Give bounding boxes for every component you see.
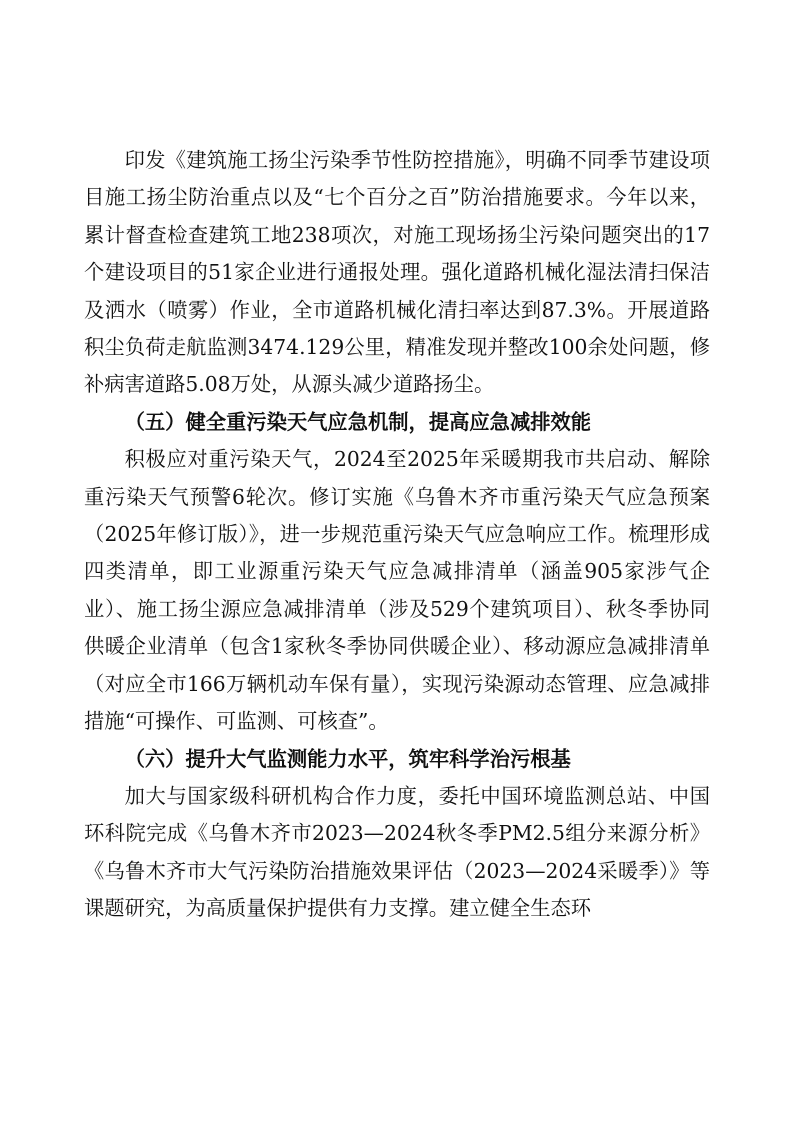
paragraph-monitoring: 加大与国家级科研机构合作力度，委托中国环境监测总站、中国环科院完成《乌鲁木齐市2023—2024秋冬季PM2.5组分来源分析》《乌鲁木齐市大气污染防治措施效果评估（2023—2024采暖季）》等课题研究，为高质量保护提供有力支撑。建立健全生态环 <box>84 783 710 921</box>
paragraph-emergency-response: 积极应对重污染天气，2024至2025年采暖期我市共启动、解除重污染天气预警6轮次。修订实施《乌鲁木齐市重污染天气应急预案（2025年修订版）》，进一步规范重污染天气应急响应工作。梳理形成四类清单，即工业源重污染天气应急减排清单（涵盖905家涉气企业）、施工扬尘源应急减排清单（涉及529个建筑项目）、秋冬季协同供暖企业清单（包含1家秋冬季协同供暖企业）、移动源应急减排清单（对应全市166万辆机动车保有量），实现污染源动态管理、应急减排措施“可操作、可监测、可核查”。 <box>84 447 710 734</box>
document-body <box>84 142 710 928</box>
section-heading-6: （六）提升大气监测能力水平，筑牢科学治污根基 <box>124 746 571 771</box>
section-heading-5: （五）健全重污染天气应急机制，提高应急减排效能 <box>124 409 592 434</box>
paragraph-dust-control: 印发《建筑施工扬尘污染季节性防控措施》，明确不同季节建设项目施工扬尘防治重点以及“七个百分之百”防治措施要求。今年以来，累计督查检查建筑工地238项次，对施工现场扬尘污染问题突出的17个建设项目的51家企业进行通报处理。强化道路机械化湿法清扫保洁及洒水（喷雾）作业，全市道路机械化清扫率达到87.3%。开展道路积尘负荷走航监测3474.129公里，精准发现并整改100余处问题，修补病害道路5.08万处，从源头减少道路扬尘。 <box>84 148 710 397</box>
